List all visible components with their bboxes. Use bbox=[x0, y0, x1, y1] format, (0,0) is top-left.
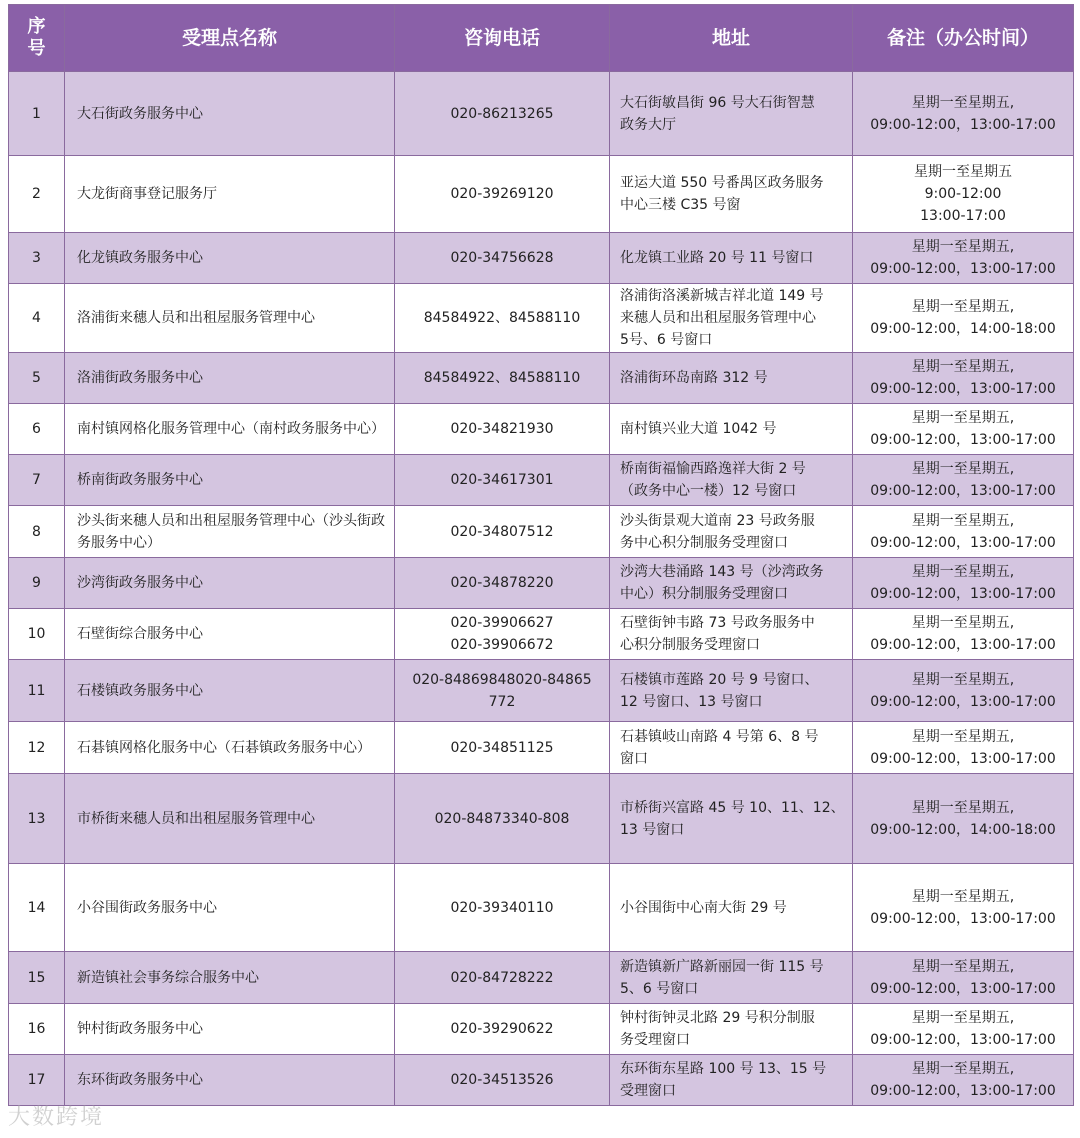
cell-note bbox=[853, 558, 1074, 609]
header-address: 地址 bbox=[610, 5, 853, 72]
cell-phone bbox=[395, 404, 610, 455]
cell-seq: 15 bbox=[9, 952, 65, 1004]
cell-phone-line: 020-84873340-808 bbox=[434, 810, 570, 827]
header-note: 备注（办公时间） bbox=[853, 5, 1074, 72]
header-seq: 序号 bbox=[9, 5, 65, 72]
cell-phone-line: 020-34851125 bbox=[450, 739, 554, 756]
cell-phone bbox=[395, 156, 610, 233]
cell-address bbox=[610, 455, 853, 506]
table-row bbox=[9, 506, 1074, 558]
cell-seq: 11 bbox=[9, 660, 65, 722]
cell-address-line: 市桥街兴富路 45 号 10、11、12、 bbox=[620, 799, 845, 816]
table-row bbox=[9, 455, 1074, 506]
cell-phone bbox=[395, 774, 610, 864]
cell-phone bbox=[395, 506, 610, 558]
cell-note bbox=[853, 609, 1074, 660]
cell-address bbox=[610, 952, 853, 1004]
cell-note bbox=[853, 156, 1074, 233]
table-row bbox=[9, 864, 1074, 952]
cell-note bbox=[853, 72, 1074, 156]
cell-phone bbox=[395, 1055, 610, 1106]
cell-address-line: 化龙镇工业路 20 号 11 号窗口 bbox=[620, 250, 814, 266]
cell-note-line: 9:00-12:00 bbox=[924, 186, 1002, 202]
cell-phone-line: 84584922、84588110 bbox=[423, 310, 581, 326]
cell-seq: 7 bbox=[9, 455, 65, 506]
cell-seq: 2 bbox=[9, 156, 65, 233]
cell-phone-line: 020-39906627 bbox=[450, 615, 554, 631]
cell-address-line: 中心三楼 C35 号窗 bbox=[620, 197, 741, 213]
cell-address bbox=[610, 1004, 853, 1055]
cell-address bbox=[610, 1055, 853, 1106]
cell-note-line: 星期一至星期五, bbox=[911, 799, 1015, 816]
cell-note-line: 13:00-17:00 bbox=[920, 208, 1006, 224]
cell-note bbox=[853, 404, 1074, 455]
cell-address-line: 桥南街福愉西路逸祥大街 2 号 bbox=[620, 461, 806, 477]
cell-address-line: 亚运大道 550 号番禺区政务服务 bbox=[620, 175, 824, 191]
cell-note-line: 09:00-12:00，13:00-17:00 bbox=[870, 750, 1056, 767]
cell-name: 东环街政务服务中心 bbox=[65, 1055, 395, 1106]
cell-address-line: 石楼镇市莲路 20 号 9 号窗口、 bbox=[620, 671, 819, 688]
table-row bbox=[9, 774, 1074, 864]
cell-seq: 17 bbox=[9, 1055, 65, 1106]
cell-phone-line: 020-84869848020-84865 bbox=[412, 671, 592, 688]
cell-note-line: 09:00-12:00，13:00-17:00 bbox=[870, 432, 1056, 448]
cell-name: 化龙镇政务服务中心 bbox=[65, 233, 395, 284]
cell-phone bbox=[395, 284, 610, 353]
cell-address-line: 务中心积分制服务受理窗口 bbox=[620, 534, 788, 551]
cell-name: 桥南街政务服务中心 bbox=[65, 455, 395, 506]
cell-note bbox=[853, 1055, 1074, 1106]
cell-address-line: 政务大厅 bbox=[620, 116, 676, 133]
cell-address bbox=[610, 404, 853, 455]
cell-phone-line: 020-34821930 bbox=[450, 421, 554, 437]
cell-note-line: 09:00-12:00，13:00-17:00 bbox=[870, 116, 1056, 133]
cell-address-line: 心积分制服务受理窗口 bbox=[620, 637, 760, 653]
table-row bbox=[9, 1004, 1074, 1055]
cell-note bbox=[853, 660, 1074, 722]
cell-seq: 12 bbox=[9, 722, 65, 774]
cell-address bbox=[610, 864, 853, 952]
cell-address bbox=[610, 353, 853, 404]
cell-note-line: 星期一至星期五, bbox=[911, 299, 1015, 315]
cell-phone-line: 020-84728222 bbox=[450, 969, 554, 986]
table-row bbox=[9, 952, 1074, 1004]
cell-phone bbox=[395, 864, 610, 952]
cell-note-line: 星期一至星期五, bbox=[911, 410, 1015, 426]
cell-note-line: 09:00-12:00，13:00-17:00 bbox=[870, 534, 1056, 551]
cell-note bbox=[853, 1004, 1074, 1055]
cell-address-line: 受理窗口 bbox=[620, 1083, 676, 1099]
cell-phone bbox=[395, 952, 610, 1004]
cell-note-line: 星期一至星期五, bbox=[911, 1010, 1015, 1026]
cell-address-line: 来穗人员和出租屋服务管理中心 bbox=[620, 310, 816, 326]
cell-note-line: 09:00-12:00，13:00-17:00 bbox=[870, 1032, 1056, 1048]
cell-address bbox=[610, 660, 853, 722]
cell-address bbox=[610, 609, 853, 660]
cell-note-line: 09:00-12:00，13:00-17:00 bbox=[870, 910, 1056, 927]
cell-address-line: 石碁镇岐山南路 4 号第 6、8 号 bbox=[620, 728, 819, 745]
cell-phone bbox=[395, 609, 610, 660]
cell-phone-line: 020-34807512 bbox=[450, 523, 554, 540]
cell-address-line: 钟村街钟灵北路 29 号积分制服 bbox=[620, 1010, 815, 1026]
cell-seq: 8 bbox=[9, 506, 65, 558]
cell-note-line: 09:00-12:00，14:00-18:00 bbox=[870, 321, 1056, 337]
cell-note bbox=[853, 284, 1074, 353]
cell-address-line: 5、6 号窗口 bbox=[620, 980, 699, 997]
cell-address-line: 洛浦街环岛南路 312 号 bbox=[620, 370, 768, 386]
cell-address-line: 新造镇新广路新丽园一街 115 号 bbox=[620, 958, 824, 975]
cell-name: 新造镇社会事务综合服务中心 bbox=[65, 952, 395, 1004]
cell-note-line: 09:00-12:00，13:00-17:00 bbox=[870, 693, 1056, 710]
cell-seq: 9 bbox=[9, 558, 65, 609]
table-header-row bbox=[9, 5, 1074, 72]
cell-note-line: 09:00-12:00，13:00-17:00 bbox=[870, 1083, 1056, 1099]
cell-phone-line: 020-86213265 bbox=[450, 105, 554, 122]
cell-address-line: 13 号窗口 bbox=[620, 821, 685, 838]
table-row bbox=[9, 156, 1074, 233]
watermark-logo: 大数跨境 bbox=[8, 1105, 105, 1130]
cell-seq: 1 bbox=[9, 72, 65, 156]
cell-address-line: 石壁街钟韦路 73 号政务服务中 bbox=[620, 615, 815, 631]
cell-note bbox=[853, 506, 1074, 558]
cell-phone-line: 020-39340110 bbox=[450, 899, 554, 916]
cell-phone-line: 020-34617301 bbox=[450, 472, 554, 488]
cell-name: 石楼镇政务服务中心 bbox=[65, 660, 395, 722]
cell-name: 沙湾街政务服务中心 bbox=[65, 558, 395, 609]
cell-name: 洛浦街政务服务中心 bbox=[65, 353, 395, 404]
cell-seq: 14 bbox=[9, 864, 65, 952]
table-row bbox=[9, 404, 1074, 455]
cell-phone bbox=[395, 353, 610, 404]
cell-name: 洛浦街来穗人员和出租屋服务管理中心 bbox=[65, 284, 395, 353]
cell-phone-line: 772 bbox=[488, 693, 516, 710]
cell-note-line: 星期一至星期五, bbox=[911, 359, 1015, 375]
cell-seq: 3 bbox=[9, 233, 65, 284]
cell-note bbox=[853, 774, 1074, 864]
cell-name: 南村镇网格化服务管理中心（南村政务服务中心） bbox=[65, 404, 395, 455]
cell-name: 石碁镇网格化服务中心（石碁镇政务服务中心） bbox=[65, 722, 395, 774]
table-row bbox=[9, 722, 1074, 774]
cell-note bbox=[853, 233, 1074, 284]
cell-address-line: 窗口 bbox=[620, 750, 648, 767]
cell-address-line: 12 号窗口、13 号窗口 bbox=[620, 693, 763, 710]
cell-address-line: 5号、6 号窗口 bbox=[620, 332, 713, 348]
cell-name: 石壁街综合服务中心 bbox=[65, 609, 395, 660]
cell-note-line: 星期一至星期五, bbox=[911, 728, 1015, 745]
cell-address bbox=[610, 284, 853, 353]
cell-phone bbox=[395, 1004, 610, 1055]
cell-address-line: 南村镇兴业大道 1042 号 bbox=[620, 421, 777, 437]
table-row bbox=[9, 353, 1074, 404]
header-name: 受理点名称 bbox=[65, 5, 395, 72]
cell-address bbox=[610, 506, 853, 558]
cell-phone-line: 020-34878220 bbox=[450, 575, 554, 591]
cell-note-line: 09:00-12:00，14:00-18:00 bbox=[870, 821, 1056, 838]
cell-address-line: 沙湾大巷涌路 143 号（沙湾政务 bbox=[620, 564, 824, 580]
cell-note-line: 09:00-12:00，13:00-17:00 bbox=[870, 483, 1056, 499]
cell-address-line: 洛浦街洛溪新城吉祥北道 149 号 bbox=[620, 288, 824, 304]
cell-name: 大石街政务服务中心 bbox=[65, 72, 395, 156]
cell-note bbox=[853, 455, 1074, 506]
cell-note-line: 星期一至星期五, bbox=[911, 239, 1015, 255]
table-row bbox=[9, 72, 1074, 156]
cell-note-line: 星期一至星期五, bbox=[911, 564, 1015, 580]
cell-phone-line: 84584922、84588110 bbox=[423, 370, 581, 386]
cell-seq: 16 bbox=[9, 1004, 65, 1055]
cell-address-line: 大石街敏昌街 96 号大石街智慧 bbox=[620, 94, 815, 111]
cell-address-line: 小谷围街中心南大街 29 号 bbox=[620, 899, 787, 916]
cell-address bbox=[610, 72, 853, 156]
cell-name: 市桥街来穗人员和出租屋服务管理中心 bbox=[65, 774, 395, 864]
cell-seq: 13 bbox=[9, 774, 65, 864]
cell-phone-line: 020-39269120 bbox=[450, 186, 554, 202]
cell-note-line: 星期一至星期五, bbox=[911, 1061, 1015, 1077]
cell-address bbox=[610, 156, 853, 233]
cell-note-line: 星期一至星期五, bbox=[911, 958, 1015, 975]
cell-note-line: 星期一至星期五, bbox=[911, 615, 1015, 631]
cell-note-line: 星期一至星期五, bbox=[911, 888, 1015, 905]
cell-phone bbox=[395, 722, 610, 774]
table-row bbox=[9, 1055, 1074, 1106]
cell-address bbox=[610, 558, 853, 609]
cell-name: 钟村街政务服务中心 bbox=[65, 1004, 395, 1055]
cell-note bbox=[853, 353, 1074, 404]
cell-address bbox=[610, 774, 853, 864]
cell-address bbox=[610, 722, 853, 774]
cell-phone bbox=[395, 558, 610, 609]
cell-phone bbox=[395, 455, 610, 506]
cell-note-line: 09:00-12:00，13:00-17:00 bbox=[870, 980, 1056, 997]
cell-note-line: 09:00-12:00，13:00-17:00 bbox=[870, 261, 1056, 277]
cell-phone-line: 020-39290622 bbox=[450, 1021, 554, 1037]
cell-seq: 6 bbox=[9, 404, 65, 455]
service-points-table bbox=[8, 4, 1074, 1106]
cell-phone bbox=[395, 72, 610, 156]
cell-note-line: 星期一至星期五, bbox=[911, 512, 1015, 529]
cell-note-line: 星期一至星期五, bbox=[911, 94, 1015, 111]
cell-phone-line: 020-34513526 bbox=[450, 1072, 554, 1088]
cell-phone bbox=[395, 233, 610, 284]
table-row bbox=[9, 233, 1074, 284]
cell-phone-line: 020-34756628 bbox=[450, 250, 554, 266]
cell-address-line: （政务中心一楼）12 号窗口 bbox=[620, 483, 797, 499]
cell-note-line: 09:00-12:00，13:00-17:00 bbox=[870, 586, 1056, 602]
cell-note-line: 09:00-12:00，13:00-17:00 bbox=[870, 637, 1056, 653]
header-phone: 咨询电话 bbox=[395, 5, 610, 72]
cell-address-line: 沙头街景观大道南 23 号政务服 bbox=[620, 512, 815, 529]
table-row bbox=[9, 558, 1074, 609]
table-row bbox=[9, 284, 1074, 353]
cell-note-line: 09:00-12:00，13:00-17:00 bbox=[870, 381, 1056, 397]
cell-note-line: 星期一至星期五, bbox=[911, 461, 1015, 477]
cell-name: 小谷围街政务服务中心 bbox=[65, 864, 395, 952]
cell-seq: 10 bbox=[9, 609, 65, 660]
cell-address-line: 中心）积分制服务受理窗口 bbox=[620, 586, 788, 602]
cell-phone-line: 020-39906672 bbox=[450, 637, 554, 653]
table-row bbox=[9, 660, 1074, 722]
cell-name: 大龙街商事登记服务厅 bbox=[65, 156, 395, 233]
table-row bbox=[9, 609, 1074, 660]
cell-note-line: 星期一至星期五 bbox=[914, 164, 1012, 180]
cell-address-line: 东环街东星路 100 号 13、15 号 bbox=[620, 1061, 827, 1077]
cell-seq: 4 bbox=[9, 284, 65, 353]
cell-name: 沙头街来穗人员和出租屋服务管理中心（沙头街政务服务中心） bbox=[65, 506, 395, 558]
cell-phone bbox=[395, 660, 610, 722]
cell-seq: 5 bbox=[9, 353, 65, 404]
cell-address-line: 务受理窗口 bbox=[620, 1032, 690, 1048]
cell-note bbox=[853, 952, 1074, 1004]
cell-note bbox=[853, 864, 1074, 952]
cell-note bbox=[853, 722, 1074, 774]
cell-address bbox=[610, 233, 853, 284]
cell-note-line: 星期一至星期五, bbox=[911, 671, 1015, 688]
